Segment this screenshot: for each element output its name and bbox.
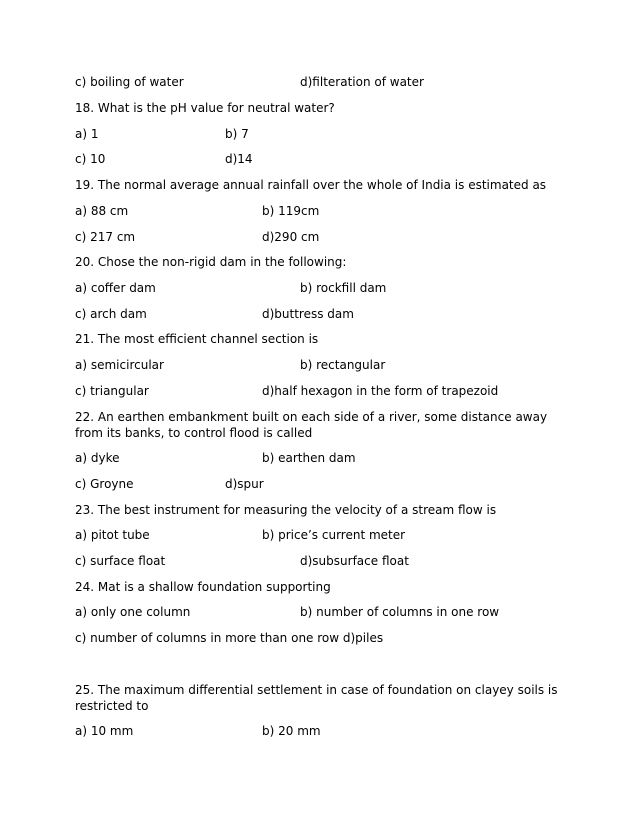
option-b-q25: b) 20 mm (262, 724, 321, 738)
option-a-q24: a) only one column (75, 605, 191, 619)
question-23: 23. The best instrument for measuring the velocity of a stream flow is (75, 503, 497, 517)
option-b-q21: b) rectangular (300, 358, 386, 372)
option-b-q24: b) number of columns in one row (300, 605, 500, 619)
question-22: 22. An earthen embankment built on each side of a river, some distance away from its banks, to control flood is called (75, 410, 548, 440)
question-19: 19. The normal average annual rainfall over the whole of India is estimated as (75, 178, 547, 192)
option-a-q25: a) 10 mm (75, 724, 134, 738)
option-a-q20: a) coffer dam (75, 281, 156, 295)
options-cd-q24: c) number of columns in more than one row d)piles (75, 631, 384, 645)
option-b-q19: b) 119cm (262, 204, 320, 218)
question-18: 18. What is the pH value for neutral water? (75, 101, 335, 115)
option-d-q18: d)14 (225, 152, 253, 166)
question-24: 24. Mat is a shallow foundation supporting (75, 580, 331, 594)
option-c-q18: c) 10 (75, 152, 106, 166)
option-a-q21: a) semicircular (75, 358, 164, 372)
option-c-q17: c) boiling of water (75, 75, 184, 89)
question-20: 20. Chose the non-rigid dam in the following: (75, 255, 347, 269)
option-a-q19: a) 88 cm (75, 204, 129, 218)
option-b-q22: b) earthen dam (262, 451, 356, 465)
option-d-q20: d)buttress dam (262, 307, 354, 321)
option-d-q21: d)half hexagon in the form of trapezoid (262, 384, 499, 398)
question-25: 25. The maximum differential settlement in case of foundation on clayey soils is restricted to (75, 683, 558, 713)
option-d-q19: d)290 cm (262, 230, 320, 244)
option-c-q19: c) 217 cm (75, 230, 136, 244)
option-c-q20: c) arch dam (75, 307, 147, 321)
option-b-q20: b) rockfill dam (300, 281, 387, 295)
option-a-q23: a) pitot tube (75, 528, 150, 542)
option-c-q21: c) triangular (75, 384, 149, 398)
option-d-q22: d)spur (225, 477, 264, 491)
option-b-q23: b) price’s current meter (262, 528, 406, 542)
question-21: 21. The most efficient channel section is (75, 332, 319, 346)
option-a-q22: a) dyke (75, 451, 120, 465)
option-c-q23: c) surface float (75, 554, 166, 568)
option-d-q23: d)subsurface float (300, 554, 409, 568)
option-c-q22: c) Groyne (75, 477, 134, 491)
option-b-q18: b) 7 (225, 127, 249, 141)
option-a-q18: a) 1 (75, 127, 99, 141)
option-d-q17: d)filteration of water (300, 75, 424, 89)
